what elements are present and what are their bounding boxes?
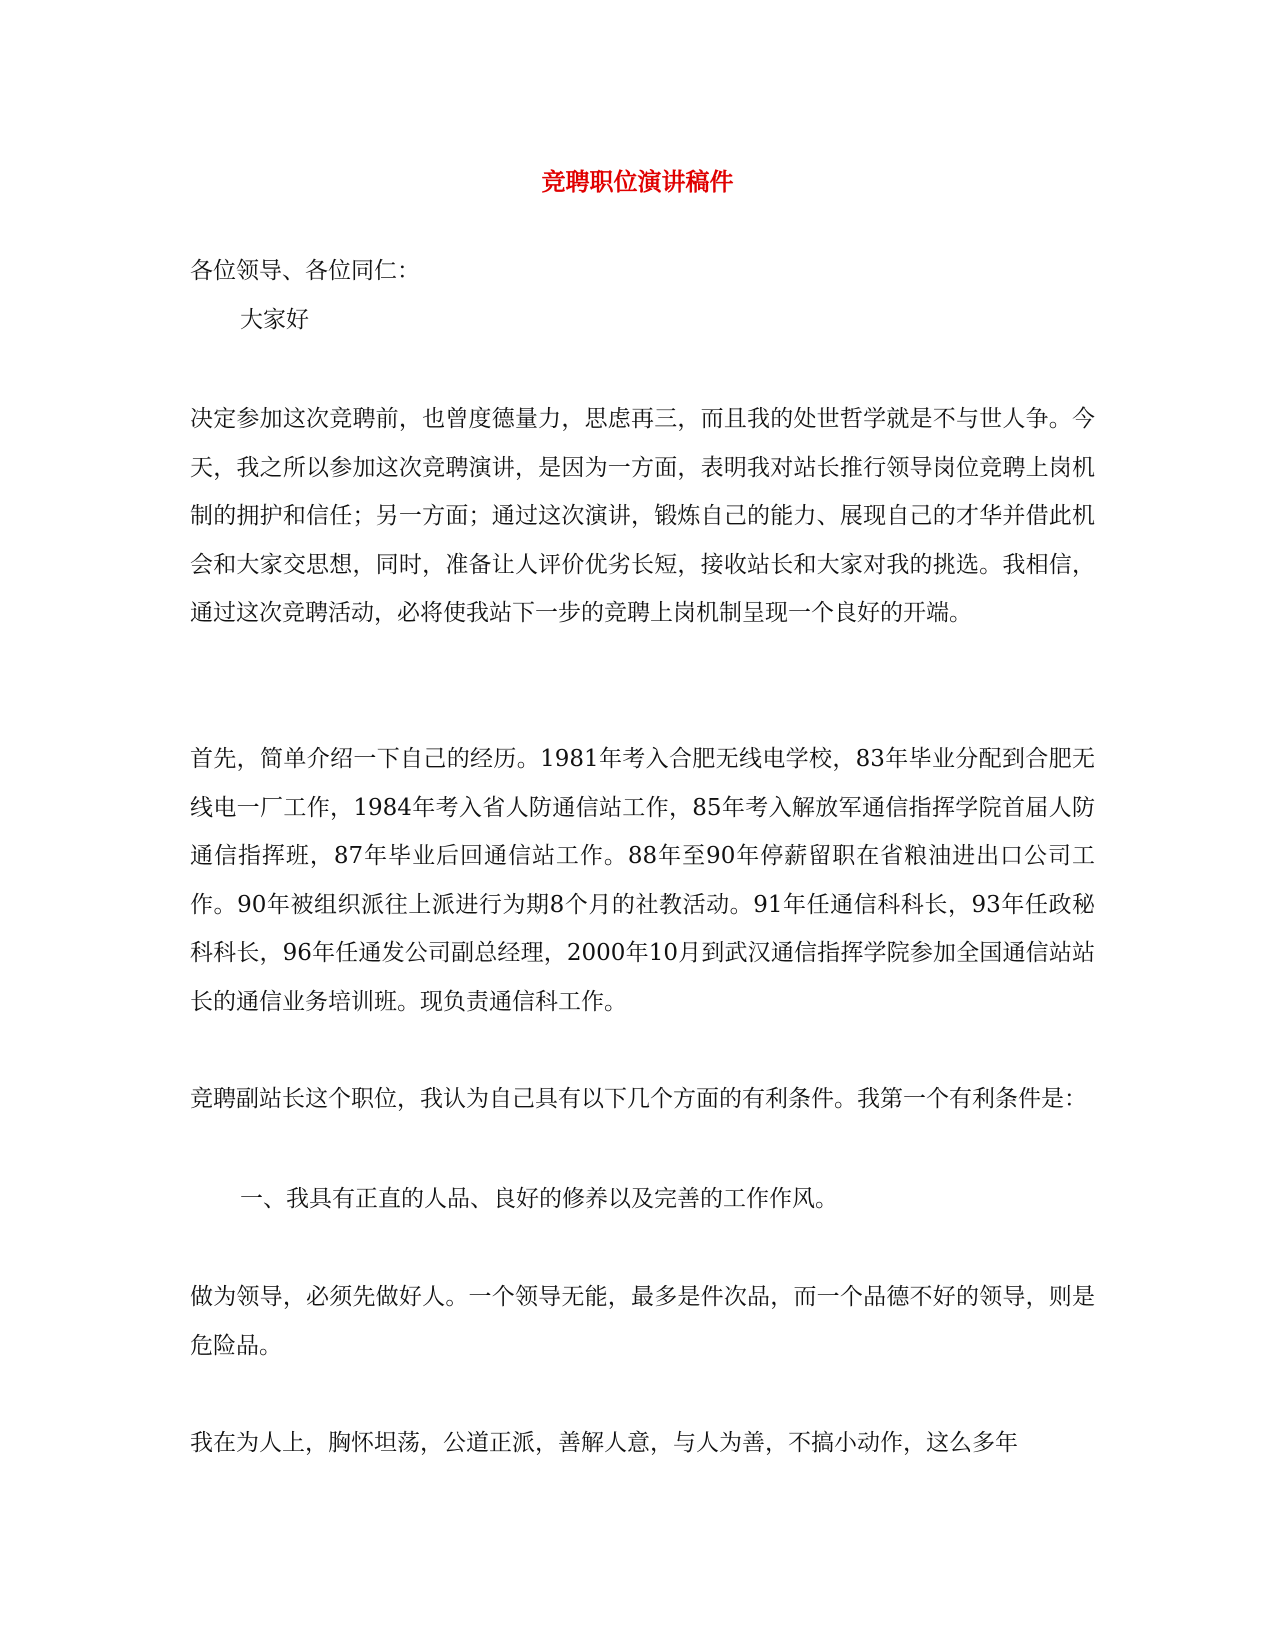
document-title: 竞聘职位演讲稿件 bbox=[541, 167, 734, 196]
paragraph-leadership: 做为领导，必须先做好人。一个领导无能，最多是件次品，而一个品德不好的领导，则是危险品。 bbox=[190, 1284, 1095, 1359]
paragraph-motivation: 决定参加这次竞聘前，也曾度德量力，思虑再三，而且我的处世哲学就是不与世人争。今天，我之所以参加这次竞聘演讲，是因为一方面，表明我对站长推行领导岗位竞聘上岗机制的拥护和信任；另一方面；通过这次演讲，锻炼自己的能力、展现自己的才华并借此机会和大家交思想，同时，准备让人评价优劣长短，接收站长和大家对我的挑选。我相信，通过这次竞聘活动，必将使我站下一步的竞聘上岗机制呈现一个良好的开端。 bbox=[190, 406, 1095, 626]
greeting: 大家好 bbox=[240, 307, 309, 333]
condition-item-one: 一、我具有正直的人品、良好的修养以及完善的工作作风。 bbox=[240, 1186, 838, 1212]
paragraph-character: 我在为人上，胸怀坦荡，公道正派，善解人意，与人为善，不搞小动作，这么多年 bbox=[190, 1430, 1018, 1456]
paragraph-conditions: 竞聘副站长这个职位，我认为自己具有以下几个方面的有利条件。我第一个有利条件是： bbox=[190, 1086, 1087, 1112]
salutation: 各位领导、各位同仁： bbox=[190, 258, 420, 284]
paragraph-experience: 首先，简单介绍一下自己的经历。1981年考入合肥无线电学校，83年毕业分配到合肥无线电一厂工作，1984年考入省人防通信站工作，85年考入解放军通信指挥学院首届人防通信指挥班，87年毕业后回通信站工作。88年至90年停薪留职在省粮油进出口公司工作。90年被组织派往上派进行为期8个月的社教活动。91年任通信科科长，93年任政秘科科长，96年任通发公司副总经理，2000年10月到武汉通信指挥学院参加全国通信站站长的通信业务培训班。现负责通信科工作。 bbox=[190, 746, 1095, 1015]
